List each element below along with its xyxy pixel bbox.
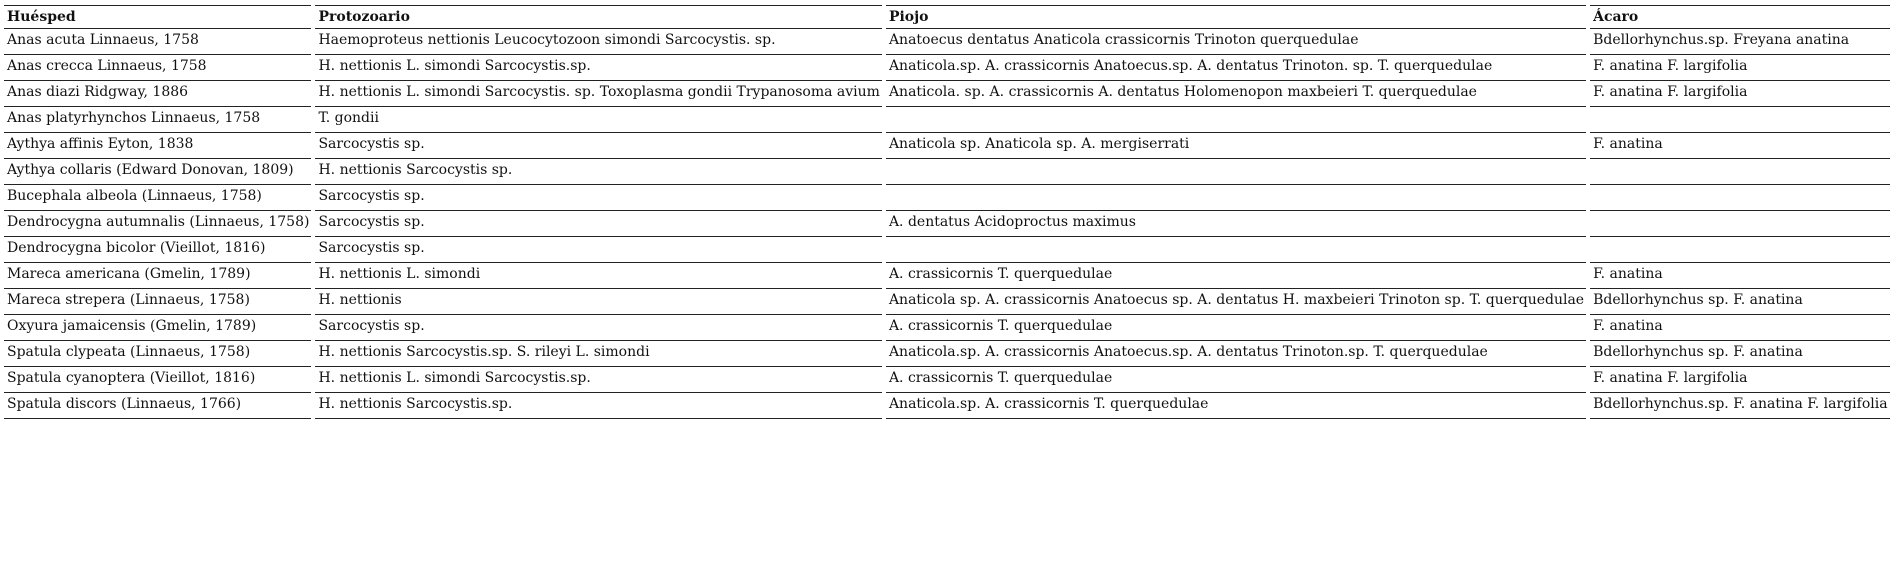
table-row	[4, 185, 1890, 211]
table-row	[4, 263, 1890, 289]
cell-louse	[886, 237, 1586, 263]
cell-louse: Anaticola sp. A. crassicornis Anatoecus sp. A. dentatus H. maxbeieri Trinoton sp. T. querquedulae	[886, 289, 1586, 315]
cell-mite: F. anatina	[1590, 133, 1889, 159]
cell-mite: Bdellorhynchus.sp. Freyana anatina	[1590, 29, 1889, 55]
cell-protozoan: H. nettionis L. simondi	[315, 263, 881, 289]
cell-louse: Anaticola.sp. A. crassicornis Anatoecus.sp. A. dentatus Trinoton. sp. T. querquedulae	[886, 55, 1586, 81]
cell-mite: F. anatina F. largifolia	[1590, 55, 1889, 81]
cell-mite	[1590, 211, 1889, 237]
table-row	[4, 315, 1890, 341]
table-row	[4, 289, 1890, 315]
cell-louse	[886, 185, 1586, 211]
cell-louse: Anaticola. sp. A. crassicornis A. dentatus Holomenopon maxbeieri T. querquedulae	[886, 81, 1586, 107]
table-row	[4, 237, 1890, 263]
cell-mite: Bdellorhynchus sp. F. anatina	[1590, 289, 1889, 315]
cell-host: Aythya affinis Eyton, 1838	[4, 133, 311, 159]
table-row	[4, 29, 1890, 55]
cell-protozoan: T. gondii	[315, 107, 881, 133]
cell-host: Aythya collaris (Edward Donovan, 1809)	[4, 159, 311, 185]
table-row	[4, 55, 1890, 81]
table-row	[4, 211, 1890, 237]
table-row	[4, 341, 1890, 367]
table-row	[4, 367, 1890, 393]
cell-host: Anas crecca Linnaeus, 1758	[4, 55, 311, 81]
header-protozoan: Protozoario	[315, 5, 881, 29]
cell-host: Oxyura jamaicensis (Gmelin, 1789)	[4, 315, 311, 341]
cell-host: Mareca strepera (Linnaeus, 1758)	[4, 289, 311, 315]
cell-louse: A. dentatus Acidoproctus maximus	[886, 211, 1586, 237]
cell-louse: Anaticola.sp. A. crassicornis T. querquedulae	[886, 393, 1586, 419]
cell-mite: F. anatina F. largifolia	[1590, 81, 1889, 107]
cell-protozoan: H. nettionis Sarcocystis sp.	[315, 159, 881, 185]
cell-louse: A. crassicornis T. querquedulae	[886, 263, 1586, 289]
cell-protozoan: Sarcocystis sp.	[315, 133, 881, 159]
table-row	[4, 133, 1890, 159]
header-host: Huésped	[4, 5, 311, 29]
cell-mite: Bdellorhynchus.sp. F. anatina F. largifolia	[1590, 393, 1889, 419]
cell-protozoan: H. nettionis L. simondi Sarcocystis. sp. Toxoplasma gondii Trypanosoma avium	[315, 81, 881, 107]
table-row	[4, 393, 1890, 419]
cell-protozoan: H. nettionis	[315, 289, 881, 315]
cell-louse: Anatoecus dentatus Anaticola crassicornis Trinoton querquedulae	[886, 29, 1586, 55]
cell-host: Anas platyrhynchos Linnaeus, 1758	[4, 107, 311, 133]
cell-protozoan: H. nettionis Sarcocystis.sp.	[315, 393, 881, 419]
cell-mite	[1590, 185, 1889, 211]
cell-host: Dendrocygna autumnalis (Linnaeus, 1758)	[4, 211, 311, 237]
table-body	[4, 29, 1890, 419]
cell-louse: Anaticola.sp. A. crassicornis Anatoecus.sp. A. dentatus Trinoton.sp. T. querquedulae	[886, 341, 1586, 367]
cell-protozoan: Haemoproteus nettionis Leucocytozoon simondi Sarcocystis. sp.	[315, 29, 881, 55]
cell-mite: F. anatina	[1590, 315, 1889, 341]
cell-host: Bucephala albeola (Linnaeus, 1758)	[4, 185, 311, 211]
cell-protozoan: Sarcocystis sp.	[315, 185, 881, 211]
cell-protozoan: H. nettionis Sarcocystis.sp. S. rileyi L. simondi	[315, 341, 881, 367]
cell-mite: F. anatina F. largifolia	[1590, 367, 1889, 393]
table-row	[4, 81, 1890, 107]
cell-mite	[1590, 159, 1889, 185]
cell-louse	[886, 159, 1586, 185]
cell-host: Anas diazi Ridgway, 1886	[4, 81, 311, 107]
cell-mite: F. anatina	[1590, 263, 1889, 289]
header-louse: Piojo	[886, 5, 1586, 29]
cell-louse	[886, 107, 1586, 133]
cell-protozoan: H. nettionis L. simondi Sarcocystis.sp.	[315, 367, 881, 393]
parasite-table	[0, 5, 1894, 419]
cell-protozoan: Sarcocystis sp.	[315, 211, 881, 237]
cell-host: Spatula cyanoptera (Vieillot, 1816)	[4, 367, 311, 393]
cell-protozoan: Sarcocystis sp.	[315, 315, 881, 341]
cell-protozoan: Sarcocystis sp.	[315, 237, 881, 263]
cell-host: Dendrocygna bicolor (Vieillot, 1816)	[4, 237, 311, 263]
cell-protozoan: H. nettionis L. simondi Sarcocystis.sp.	[315, 55, 881, 81]
header-row	[4, 5, 1890, 29]
cell-mite	[1590, 107, 1889, 133]
cell-louse: A. crassicornis T. querquedulae	[886, 367, 1586, 393]
cell-mite	[1590, 237, 1889, 263]
cell-host: Anas acuta Linnaeus, 1758	[4, 29, 311, 55]
cell-mite: Bdellorhynchus sp. F. anatina	[1590, 341, 1889, 367]
cell-louse: A. crassicornis T. querquedulae	[886, 315, 1586, 341]
cell-host: Spatula clypeata (Linnaeus, 1758)	[4, 341, 311, 367]
cell-louse: Anaticola sp. Anaticola sp. A. mergiserrati	[886, 133, 1586, 159]
cell-host: Spatula discors (Linnaeus, 1766)	[4, 393, 311, 419]
table-header	[4, 5, 1890, 29]
table-row	[4, 159, 1890, 185]
table-row	[4, 107, 1890, 133]
cell-host: Mareca americana (Gmelin, 1789)	[4, 263, 311, 289]
header-mite: Ácaro	[1590, 5, 1889, 29]
